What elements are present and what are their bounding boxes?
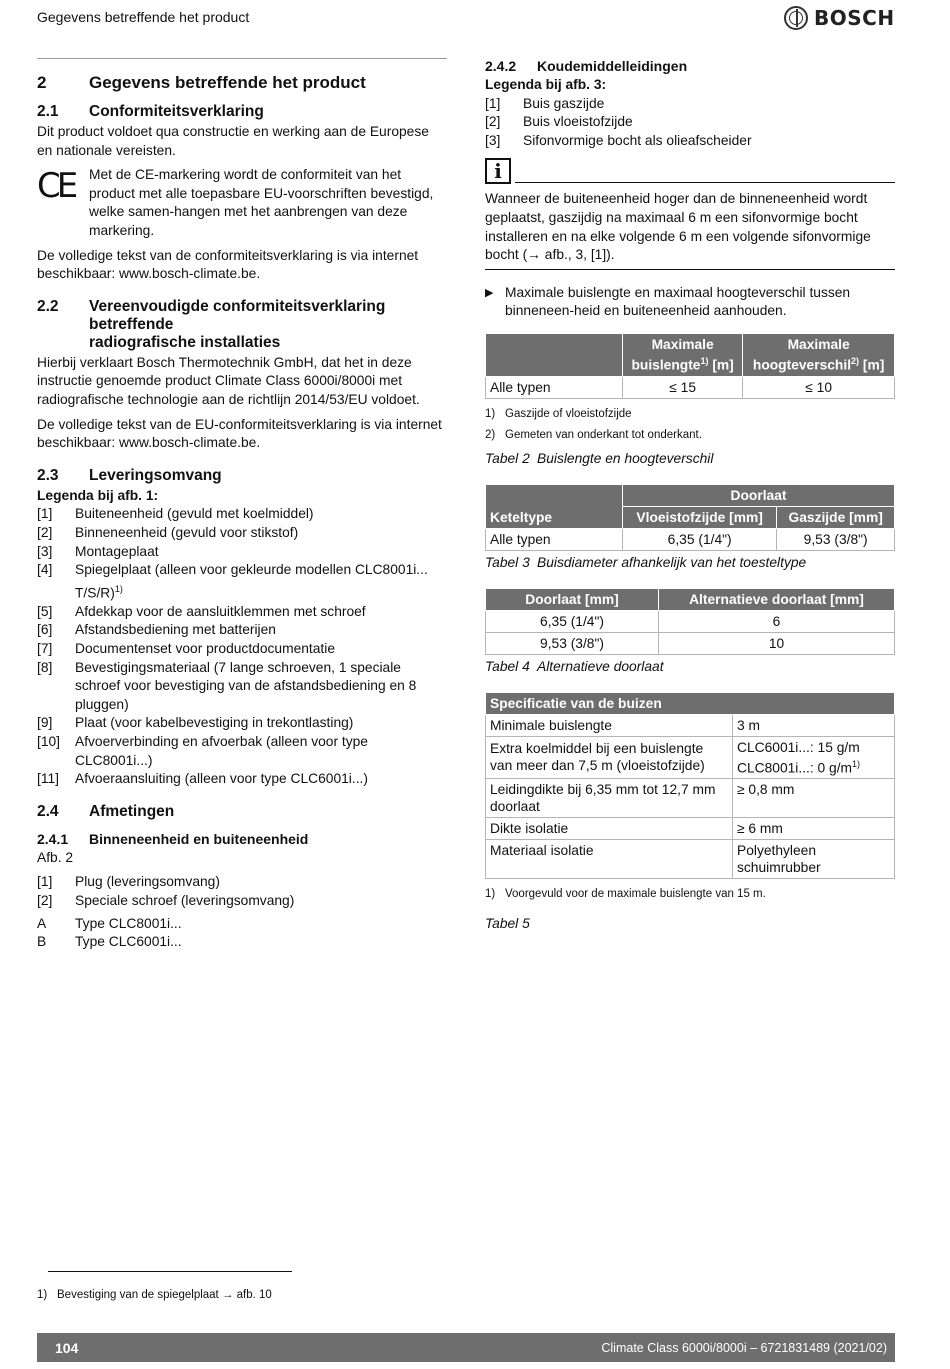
table-cell: Dikte isolatie — [486, 818, 733, 840]
header-cell: Alternatieve doorlaat [mm] — [659, 588, 895, 610]
footnote-text: Voorgevuld voor de maximale buislengte van 15 m. — [505, 888, 766, 901]
table-row — [486, 714, 895, 736]
section-2-4-2-heading — [485, 58, 895, 74]
header-unit: [m] — [859, 357, 885, 373]
right-column — [485, 58, 895, 949]
footnote-ref: 2) — [851, 355, 860, 366]
bosch-logo — [784, 6, 895, 30]
item-key: [3] — [37, 543, 53, 559]
section-2-3-heading — [37, 467, 447, 485]
item-key: [2] — [485, 114, 501, 130]
item-key: [8] — [37, 659, 53, 675]
section-number: 2.2 — [37, 297, 59, 315]
item-text: Sifonvormige bocht als olieafscheider — [523, 132, 752, 148]
table-cell: 10 — [659, 632, 895, 654]
header-cell: Doorlaat [mm] — [486, 588, 659, 610]
section-title-line: radiografische installaties — [89, 333, 281, 351]
section-2-1-heading — [37, 103, 447, 121]
header-cell: Vloeistofzijde [mm] — [623, 506, 777, 528]
table-cell: 6,35 (1/4") — [623, 528, 777, 550]
table-cell: ≥ 0,8 mm — [733, 779, 895, 818]
ce-mark-icon: CE — [37, 166, 75, 207]
header-cell: Gaszijde [mm] — [777, 506, 895, 528]
header-cell — [623, 333, 743, 376]
table-caption — [485, 659, 895, 674]
item-key: [11] — [37, 771, 59, 787]
section-number: 2.4 — [37, 802, 59, 820]
table-caption — [485, 555, 895, 570]
section-title-line: Vereenvoudigde conformiteitsverklaring betreffende — [89, 297, 386, 333]
footnote-text: Gaszijde of vloeistofzijde — [505, 407, 632, 420]
section-2-4-1-heading — [37, 831, 447, 847]
table-row — [486, 736, 895, 779]
table-cell: 6 — [659, 610, 895, 632]
table-cell: Alle typen — [486, 376, 623, 398]
list-item — [485, 113, 895, 132]
item-text: Afvoeraansluiting (alleen voor type CLC6001i...) — [75, 771, 368, 787]
list-item — [485, 95, 895, 114]
item-text: Plaat (voor kabelbevestiging in trekontlasting) — [75, 715, 354, 731]
table-footnote — [485, 407, 895, 422]
document-id: Climate Class 6000i/8000i – 6721831489 (2021/02) — [601, 1340, 887, 1355]
table-cell: ≤ 10 — [743, 376, 895, 398]
item-key: [1] — [485, 95, 501, 111]
table-caption: Tabel 5 — [485, 916, 530, 932]
item-key: A — [37, 915, 47, 931]
item-text — [75, 561, 447, 603]
list-item — [37, 933, 447, 952]
item-text: Plug (leveringsomvang) — [75, 874, 220, 890]
legend-title: Legenda bij afb. 1: — [37, 487, 159, 503]
list-item — [37, 770, 447, 789]
table-footnote — [485, 428, 895, 443]
item-text: Buis gaszijde — [523, 95, 605, 111]
table-cell: 6,35 (1/4") — [486, 610, 659, 632]
item-key: [2] — [37, 893, 53, 908]
item-text: Binneneenheid (gevuld voor stikstof) — [75, 524, 299, 540]
figure-3-legend — [485, 95, 895, 151]
table-header-row — [486, 484, 895, 506]
footnote-key: 2) — [485, 428, 496, 441]
caption-text: Buislengte en hoogteverschil — [537, 450, 714, 466]
info-icon: i — [485, 158, 511, 184]
table-footnote — [485, 887, 895, 902]
item-text: Type CLC8001i... — [75, 915, 182, 931]
section-title: Gegevens betreffende het product — [89, 73, 366, 92]
table-cell: ≤ 15 — [623, 376, 743, 398]
list-item — [37, 915, 447, 934]
ce-note — [37, 166, 447, 240]
table-cell: 3 m — [733, 714, 895, 736]
footnote-key: 1) — [485, 407, 496, 420]
table-cell: Polyethyleen schuimrubber — [733, 840, 895, 879]
header-text: buislengte — [631, 357, 701, 373]
footnote-key: 1) — [485, 888, 496, 901]
item-text: Afstandsbediening met batterijen — [75, 622, 276, 638]
header-cell: Specificatie van de buizen — [486, 692, 895, 714]
header-cell: Keteltype — [486, 484, 623, 528]
cell-line: CLC6001i...: 15 g/m — [737, 739, 860, 755]
table-5 — [485, 692, 895, 880]
table-3 — [485, 484, 895, 551]
table-row — [486, 528, 895, 550]
list-item — [37, 640, 447, 659]
section-title: Afmetingen — [89, 802, 175, 820]
table-2 — [485, 333, 895, 399]
item-key: [1] — [37, 874, 53, 890]
footnote-ref: 1) — [852, 758, 861, 769]
paragraph: De volledige tekst van de conformiteitsverklaring is via internet beschikbaar: www.bosch-climate.be. — [37, 247, 419, 282]
section-title — [89, 298, 447, 352]
header-text: hoogteverschil — [752, 357, 852, 373]
table-cell: Minimale buislengte — [486, 714, 733, 736]
section-title: Binneneenheid en buiteneenheid — [89, 830, 309, 847]
table-caption — [485, 451, 895, 466]
item-key: [5] — [37, 603, 53, 619]
table-header-row — [486, 692, 895, 714]
item-text: Afvoerverbinding en afvoerbak (alleen voor type CLC8001i...) — [75, 734, 368, 768]
item-key: [3] — [485, 132, 501, 148]
section-title: Leveringsomvang — [89, 466, 222, 484]
paragraph: Hierbij verklaart Bosch Thermotechnik GmbH, dat het in deze instructie genoemde product Climate Class 6000i/8000i met radiografische technologie aan de richtlijn 2014/53/EU voldoet. — [37, 354, 420, 407]
item-key: [1] — [37, 506, 53, 522]
header-group-cell: Doorlaat — [623, 484, 895, 506]
section-2-heading — [37, 73, 447, 93]
caption-key: Tabel 4 — [485, 658, 530, 674]
section-title: Conformiteitsverklaring — [89, 103, 264, 120]
ce-text: Met de CE-markering wordt de conformiteit van het product met alle toepasbare EU-voorschriften bevestigd, welke samen-hangen met het aanbrengen van deze markering. — [89, 167, 434, 238]
list-item — [37, 505, 447, 524]
footnote-text: Gemeten van onderkant tot onderkant. — [505, 428, 702, 441]
left-column — [37, 58, 447, 956]
header-text: Maximale — [787, 336, 850, 352]
list-item — [37, 524, 447, 543]
table-4 — [485, 588, 895, 655]
item-text: Documentenset voor productdocumentatie — [75, 641, 335, 657]
item-text: Type CLC6001i... — [75, 934, 182, 950]
running-header: Gegevens betreffende het product — [37, 9, 250, 25]
item-key: [10] — [37, 734, 61, 750]
figure-ref: Afb. 2 — [37, 849, 74, 865]
list-item — [37, 892, 447, 911]
paragraph: De volledige tekst van de EU-conformiteitsverklaring is via internet beschikbaar: www.bosch-climate.be. — [37, 416, 442, 451]
info-note-text: Wanneer de buiteneenheid hoger dan de binneneenheid wordt geplaatst, gaszijdig na maximaal 6 m een sifonvormige bocht installeren en na elke volgende 6 m een volgende sifonvormige bocht (→ afb., 3, [1]). — [485, 190, 895, 269]
table-cell: Leidingdikte bij 6,35 mm tot 12,7 mm doorlaat — [486, 779, 733, 818]
delivery-legend — [37, 505, 447, 789]
section-number: 2.3 — [37, 466, 59, 484]
table-row — [486, 610, 895, 632]
list-item — [37, 603, 447, 622]
list-item — [37, 733, 447, 770]
item-key: [9] — [37, 715, 53, 731]
header-cell-empty — [486, 333, 623, 376]
table-cell: Alle typen — [486, 528, 623, 550]
table-header-row — [486, 333, 895, 376]
item-key: [4] — [37, 562, 53, 578]
paragraph: Dit product voldoet qua constructie en werking aan de Europese en nationale vereisten. — [37, 124, 429, 158]
table-row — [486, 632, 895, 654]
instruction-bullet — [485, 284, 895, 321]
item-text: Buiteneenheid (gevuld met koelmiddel) — [75, 506, 314, 522]
caption-text: Buisdiameter afhankelijk van het toesteltype — [537, 554, 807, 570]
caption-key: Tabel 3 — [485, 554, 530, 570]
table-cell: 9,53 (3/8") — [486, 632, 659, 654]
footnote-ref: 1) — [700, 355, 709, 366]
header-cell — [743, 333, 895, 376]
table-row — [486, 376, 895, 398]
item-text: Bevestigingsmateriaal (7 lange schroeven, 1 speciale schroef voor bevestiging van de afstandsbediening en 8 pluggen) — [75, 659, 417, 712]
item-text: Speciale schroef (leveringsomvang) — [75, 893, 295, 908]
page-footer — [37, 1333, 895, 1362]
section-number: 2 — [37, 73, 47, 92]
cell-line: CLC8001i...: 0 g/m — [737, 760, 853, 776]
header-unit: [m] — [708, 357, 734, 373]
list-item — [37, 873, 447, 892]
item-text: Buis vloeistofzijde — [523, 114, 633, 130]
page-number: 104 — [55, 1339, 79, 1356]
list-item — [37, 561, 447, 603]
info-note-header — [485, 158, 895, 184]
section-2-4-heading — [37, 803, 447, 821]
item-text-body: Spiegelplaat (alleen voor gekleurde modellen CLC8001i... T/S/R) — [75, 562, 428, 601]
footnote-text: Bevestiging van de spiegelplaat → afb. 10 — [57, 1289, 272, 1301]
list-item — [37, 621, 447, 640]
table-row — [486, 818, 895, 840]
table-cell: ≥ 6 mm — [733, 818, 895, 840]
table-cell: Extra koelmiddel bij een buislengte van meer dan 7,5 m (vloeistofzijde) — [486, 736, 733, 779]
bullet-text: Maximale buislengte en maximaal hoogteverschil tussen binneneen-heid en buiteneenheid aanhouden. — [505, 284, 851, 319]
list-item — [37, 659, 447, 715]
table-header-row — [486, 588, 895, 610]
item-key: B — [37, 934, 47, 950]
section-2-2-heading — [37, 298, 447, 352]
item-key: [7] — [37, 641, 53, 657]
section-number: 2.4.1 — [37, 830, 69, 847]
table-row — [486, 840, 895, 879]
page-footnote — [37, 1289, 272, 1301]
triangle-bullet-icon: ▶ — [485, 286, 494, 299]
section-title: Koudemiddelleidingen — [537, 58, 688, 74]
caption-key: Tabel 2 — [485, 450, 530, 466]
item-text: Afdekkap voor de aansluitklemmen met schroef — [75, 603, 366, 619]
header-text: Maximale — [651, 336, 714, 352]
list-item — [485, 132, 895, 151]
list-item — [37, 714, 447, 733]
item-text: Montageplaat — [75, 543, 159, 559]
caption-text: Alternatieve doorlaat — [537, 658, 664, 674]
table-row — [486, 779, 895, 818]
table-cell: Materiaal isolatie — [486, 840, 733, 879]
figure-2-legend — [37, 873, 447, 910]
bosch-armature-icon — [784, 6, 808, 30]
type-legend — [37, 915, 447, 952]
section-number: 2.4.2 — [485, 58, 517, 74]
footnote-divider — [48, 1271, 292, 1272]
logo-wordmark: BOSCH — [814, 6, 895, 30]
section-number: 2.1 — [37, 103, 59, 120]
divider — [515, 182, 895, 183]
item-key: [6] — [37, 622, 53, 638]
table-cell: 9,53 (3/8") — [777, 528, 895, 550]
footnote-key: 1) — [37, 1289, 48, 1301]
item-key: [2] — [37, 524, 53, 540]
list-item — [37, 543, 447, 562]
legend-title: Legenda bij afb. 3: — [485, 77, 607, 92]
footnote-ref: 1) — [114, 583, 123, 594]
table-cell — [733, 736, 895, 779]
